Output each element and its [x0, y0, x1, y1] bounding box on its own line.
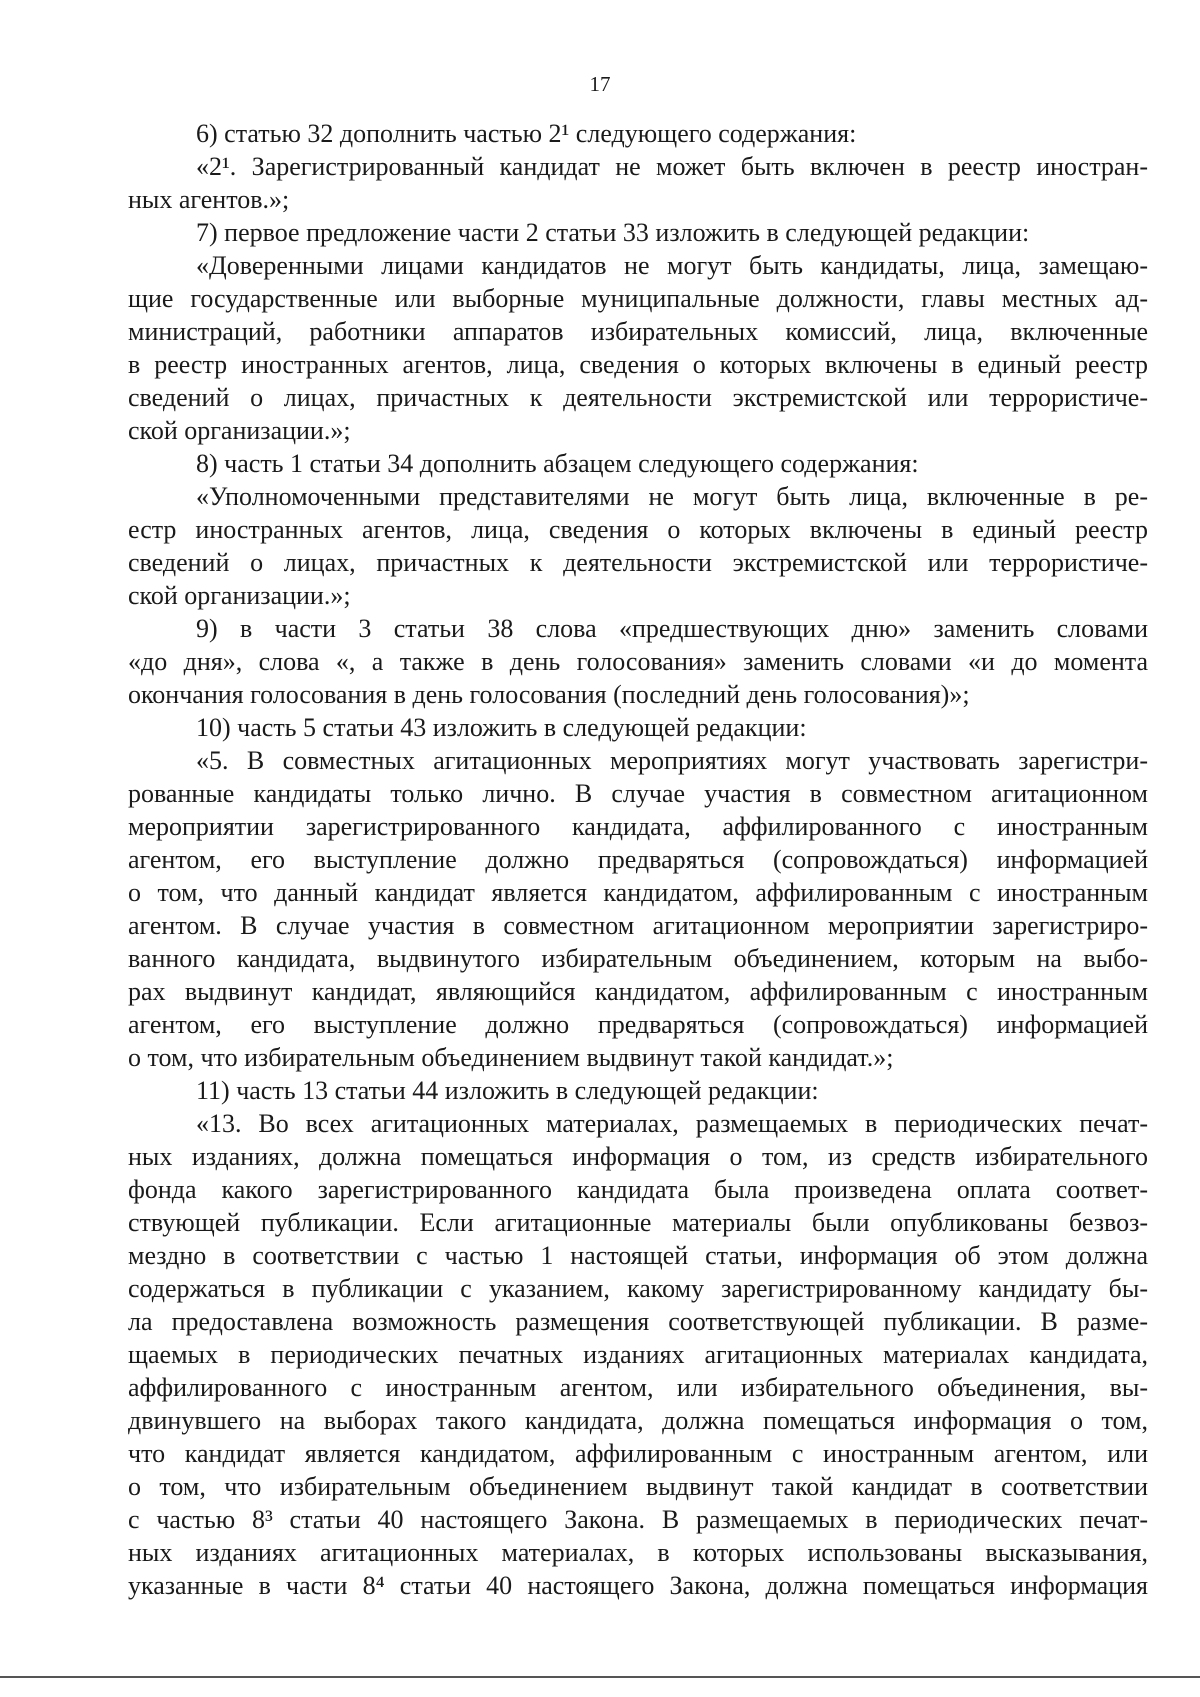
text-line: ных изданиях, должна помещаться информация о том, из средств избирательного — [128, 1142, 1148, 1171]
text-line: сведений о лицах, причастных к деятельности экстремистской или террористиче- — [128, 383, 1148, 412]
text-line: агентом. В случае участия в совместном агитационном мероприятии зарегистриро- — [128, 911, 1148, 940]
bottom-rule — [0, 1676, 1200, 1678]
text-line: «2¹. Зарегистрированный кандидат не может быть включен в реестр иностран- — [196, 152, 1148, 181]
text-line: 8) часть 1 статьи 34 дополнить абзацем следующего содержания: — [196, 449, 919, 478]
text-line: 10) часть 5 статьи 43 изложить в следующей редакции: — [196, 713, 807, 742]
text-line: министраций, работники аппаратов избирательных комиссий, лица, включенные — [128, 317, 1148, 346]
text-line: о том, что избирательным объединением выдвинут такой кандидат в соответствии — [128, 1472, 1148, 1501]
text-line: мездно в соответствии с частью 1 настоящей статьи, информация об этом должна — [128, 1241, 1148, 1270]
text-line: ных агентов.»; — [128, 185, 290, 214]
text-line: 9) в части 3 статьи 38 слова «предшествующих дню» заменить словами — [196, 614, 1148, 643]
document-text — [128, 117, 1148, 1602]
text-line: агентом, его выступление должно предваряться (сопровождаться) информацией — [128, 1010, 1148, 1039]
text-line: о том, что избирательным объединением выдвинут такой кандидат.»; — [128, 1043, 894, 1072]
page-number: 17 — [589, 72, 611, 96]
text-line: щаемых в периодических печатных изданиях агитационных материалах кандидата, — [128, 1340, 1148, 1369]
text-line: «Уполномоченными представителями не могут быть лица, включенные в ре- — [196, 482, 1148, 511]
text-line: с частью 8³ статьи 40 настоящего Закона. В размещаемых в периодических печат- — [128, 1505, 1148, 1534]
text-line: рованные кандидаты только лично. В случае участия в совместном агитационном — [128, 779, 1148, 808]
text-line: сведений о лицах, причастных к деятельности экстремистской или террористиче- — [128, 548, 1148, 577]
text-line: фонда какого зарегистрированного кандидата была произведена оплата соответ- — [128, 1175, 1148, 1204]
text-line: 7) первое предложение части 2 статьи 33 изложить в следующей редакции: — [196, 218, 1030, 247]
text-line: двинувшего на выборах такого кандидата, должна помещаться информация о том, — [128, 1406, 1148, 1435]
text-line: «до дня», слова «, а также в день голосования» заменить словами «и до момента — [128, 647, 1148, 676]
text-line: естр иностранных агентов, лица, сведения о которых включены в единый реестр — [128, 515, 1148, 544]
text-line: мероприятии зарегистрированного кандидата, аффилированного с иностранным — [128, 812, 1148, 841]
text-line: аффилированного с иностранным агентом, или избирательного объединения, вы- — [128, 1373, 1148, 1402]
text-line: ных изданиях агитационных материалах, в которых использованы высказывания, — [128, 1538, 1148, 1567]
text-line: щие государственные или выборные муниципальные должности, главы местных ад- — [128, 284, 1148, 313]
text-line: ванного кандидата, выдвинутого избирательным объединением, которым на выбо- — [128, 944, 1148, 973]
text-line: в реестр иностранных агентов, лица, сведения о которых включены в единый реестр — [128, 350, 1148, 379]
text-line: о том, что данный кандидат является кандидатом, аффилированным с иностранным — [128, 878, 1148, 907]
text-line: указанные в части 8⁴ статьи 40 настоящего Закона, должна помещаться информация — [128, 1571, 1148, 1600]
text-line: ской организации.»; — [128, 416, 351, 445]
text-line: что кандидат является кандидатом, аффилированным с иностранным агентом, или — [128, 1439, 1148, 1468]
text-line: «Доверенными лицами кандидатов не могут быть кандидаты, лица, замещаю- — [196, 251, 1148, 280]
text-line: окончания голосования в день голосования (последний день голосования)»; — [128, 680, 970, 709]
text-line: рах выдвинут кандидат, являющийся кандидатом, аффилированным с иностранным — [128, 977, 1148, 1006]
text-line: 6) статью 32 дополнить частью 2¹ следующего содержания: — [196, 119, 857, 148]
text-line: 11) часть 13 статьи 44 изложить в следующей редакции: — [196, 1076, 819, 1105]
text-line: ствующей публикации. Если агитационные материалы были опубликованы безвоз- — [128, 1208, 1148, 1237]
text-line: «13. Во всех агитационных материалах, размещаемых в периодических печат- — [196, 1109, 1148, 1138]
text-line: «5. В совместных агитационных мероприятиях могут участвовать зарегистри- — [196, 746, 1148, 775]
text-line: ла предоставлена возможность размещения соответствующей публикации. В разме- — [128, 1307, 1148, 1336]
text-line: агентом, его выступление должно предваряться (сопровождаться) информацией — [128, 845, 1148, 874]
text-line: ской организации.»; — [128, 581, 351, 610]
text-line: содержаться в публикации с указанием, какому зарегистрированному кандидату бы- — [128, 1274, 1148, 1303]
